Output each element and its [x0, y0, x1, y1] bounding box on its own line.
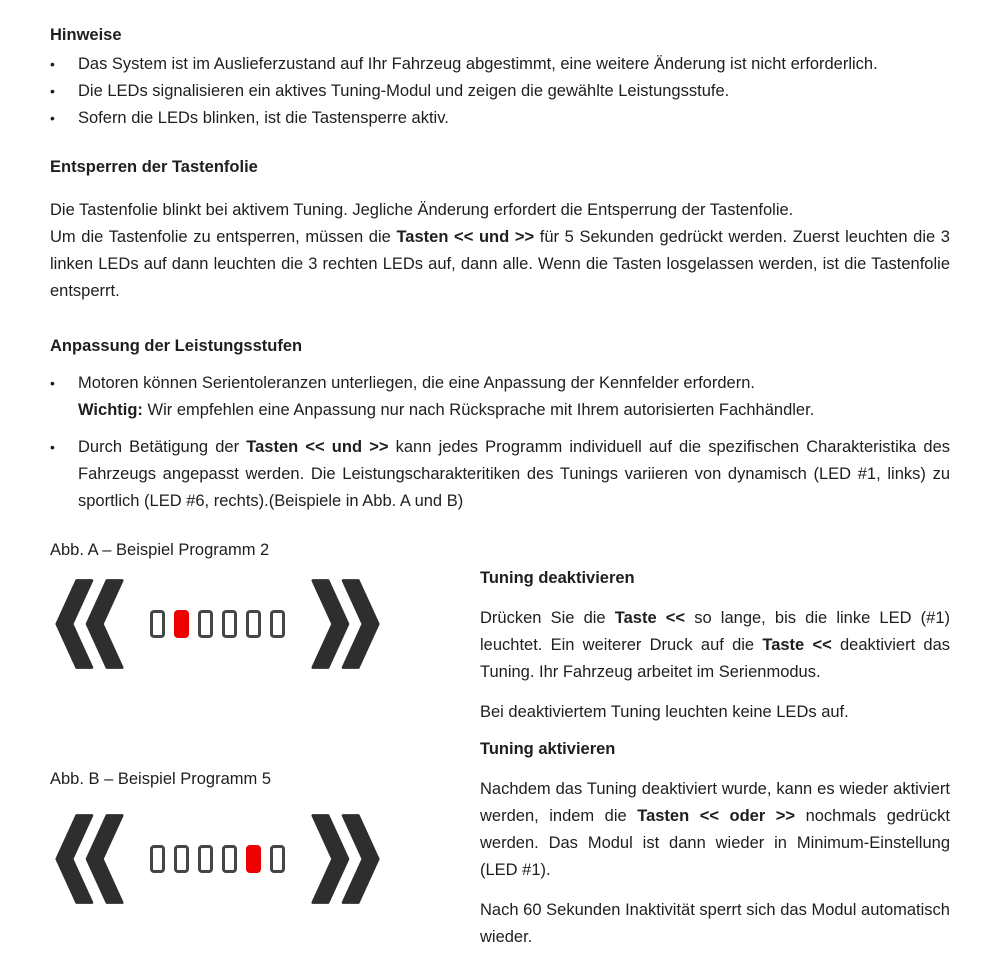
section-anpassung [50, 333, 950, 515]
section-heading-anpassung: Anpassung der Leistungsstufen [50, 337, 303, 355]
figure-a-led-row [150, 610, 285, 638]
list-item-text: Das System ist im Auslieferzustand auf Ihr Fahrzeug abgestimmt, eine weitere Änderung ist nicht erforderlich. [78, 55, 878, 73]
led-indicator-off [222, 845, 237, 873]
double-chevron-left-icon [54, 813, 124, 905]
section-entsperren [50, 154, 950, 305]
paragraph [480, 605, 950, 686]
list-item [50, 78, 950, 105]
bold-text: Taste << [762, 636, 832, 654]
bullet-icon: • [50, 110, 55, 126]
list-item [50, 370, 950, 424]
led-indicator-off [150, 845, 165, 873]
section-hinweise [50, 22, 950, 132]
led-indicator-off [270, 845, 285, 873]
list-item-text: Sofern die LEDs blinken, ist die Tastensperre aktiv. [78, 109, 449, 127]
bold-text: Tasten << und >> [396, 228, 535, 246]
figure-b-led-display [54, 813, 480, 905]
paragraph-text: deaktiviert das Tuning. Ihr Fahrzeug arbeitet im Serienmodus. [480, 636, 950, 681]
led-indicator-off [174, 845, 189, 873]
double-chevron-left-icon [54, 578, 124, 670]
figure-b-label: Abb. B – Beispiel Programm 5 [50, 770, 272, 788]
led-indicator-off [270, 610, 285, 638]
section-heading-entsperren: Entsperren der Tastenfolie [50, 158, 258, 176]
bold-text: Tasten << oder >> [637, 807, 796, 825]
paragraph-text: für 5 Sekunden gedrückt werden. Zuerst leuchten die 3 linken LEDs auf dann leuchten die 3 rechten LEDs auf, dann alle. Wenn die Tasten losgelassen werden, ist die Tastenfolie entsperrt. [50, 228, 950, 300]
led-indicator-off [198, 610, 213, 638]
list-item [50, 105, 950, 132]
figures-and-instructions [50, 537, 950, 951]
list-item-text [78, 370, 950, 424]
led-indicator-off [198, 845, 213, 873]
list-item-text [78, 434, 950, 515]
paragraph-text: Wir empfehlen eine Anpassung nur nach Rücksprache mit Ihrem autorisierten Fachhändler. [142, 401, 815, 419]
paragraph [480, 776, 950, 884]
list-item [50, 51, 950, 78]
line [78, 397, 950, 424]
bullet-icon: • [50, 439, 55, 455]
bold-text: Taste << [614, 609, 686, 627]
paragraph: Nach 60 Sekunden Inaktivität sperrt sich das Modul automatisch wieder. [480, 901, 950, 946]
figure-a-label: Abb. A – Beispiel Programm 2 [50, 541, 270, 559]
led-indicator-off [150, 610, 165, 638]
paragraph [50, 224, 950, 305]
double-chevron-right-icon [311, 813, 381, 905]
led-indicator-off [222, 610, 237, 638]
list-item-text: Die LEDs signalisieren ein aktives Tuning-Modul und zeigen die gewählte Leistungsstufe. [78, 82, 730, 100]
section-heading-tuning-aktivieren: Tuning aktivieren [480, 740, 616, 758]
figures-column [50, 537, 480, 951]
bold-text: Tasten << und >> [246, 438, 389, 456]
list-item [50, 434, 950, 515]
paragraph-text: Nachdem das Tuning deaktiviert wurde, kann es wieder aktiviert werden, indem die [480, 780, 950, 825]
paragraph-text: nochmals gedrückt werden. Das Modul ist dann wieder in Minimum-Einstellung (LED #1). [480, 807, 950, 879]
paragraph: Die Tastenfolie blinkt bei aktivem Tuning. Jegliche Änderung erfordert die Entsperrung der Tastenfolie. [50, 201, 794, 219]
led-indicator-off [246, 610, 261, 638]
line: Motoren können Serientoleranzen unterliegen, die eine Anpassung der Kennfelder erfordern. [78, 374, 755, 392]
paragraph-text: Drücken Sie die [480, 609, 615, 627]
paragraph: Bei deaktiviertem Tuning leuchten keine LEDs auf. [480, 703, 849, 721]
hinweise-bullet-list [50, 51, 950, 132]
bold-text: Wichtig: [78, 401, 143, 419]
paragraph-text: Um die Tastenfolie zu entsperren, müssen die [50, 228, 397, 246]
figure-a-led-display [54, 578, 480, 670]
paragraph-text: so lange, bis die linke LED (#1) leuchtet. Ein weiterer Druck auf die [480, 609, 951, 654]
section-heading-hinweise: Hinweise [50, 26, 122, 44]
bullet-icon: • [50, 83, 55, 99]
bullet-icon: • [50, 56, 55, 72]
section-heading-tuning-deaktivieren: Tuning deaktivieren [480, 569, 635, 587]
bullet-icon: • [50, 375, 55, 391]
paragraph-text: kann jedes Programm individuell auf die spezifischen Charakteristika des Fahrzeugs angepasst werden. Die Leistungscharakteritiken des Tunings variieren von dynamisch (LED #1, links) zu sportlich (LED #6, rechts).(Beispiele in Abb. A und B) [78, 438, 950, 510]
led-indicator-on [174, 610, 189, 638]
led-indicator-on [246, 845, 261, 873]
figure-b-led-row [150, 845, 285, 873]
instructions-column [480, 537, 950, 951]
paragraph-text: Durch Betätigung der [78, 438, 247, 456]
anpassung-bullet-list [50, 370, 950, 515]
double-chevron-right-icon [311, 578, 381, 670]
